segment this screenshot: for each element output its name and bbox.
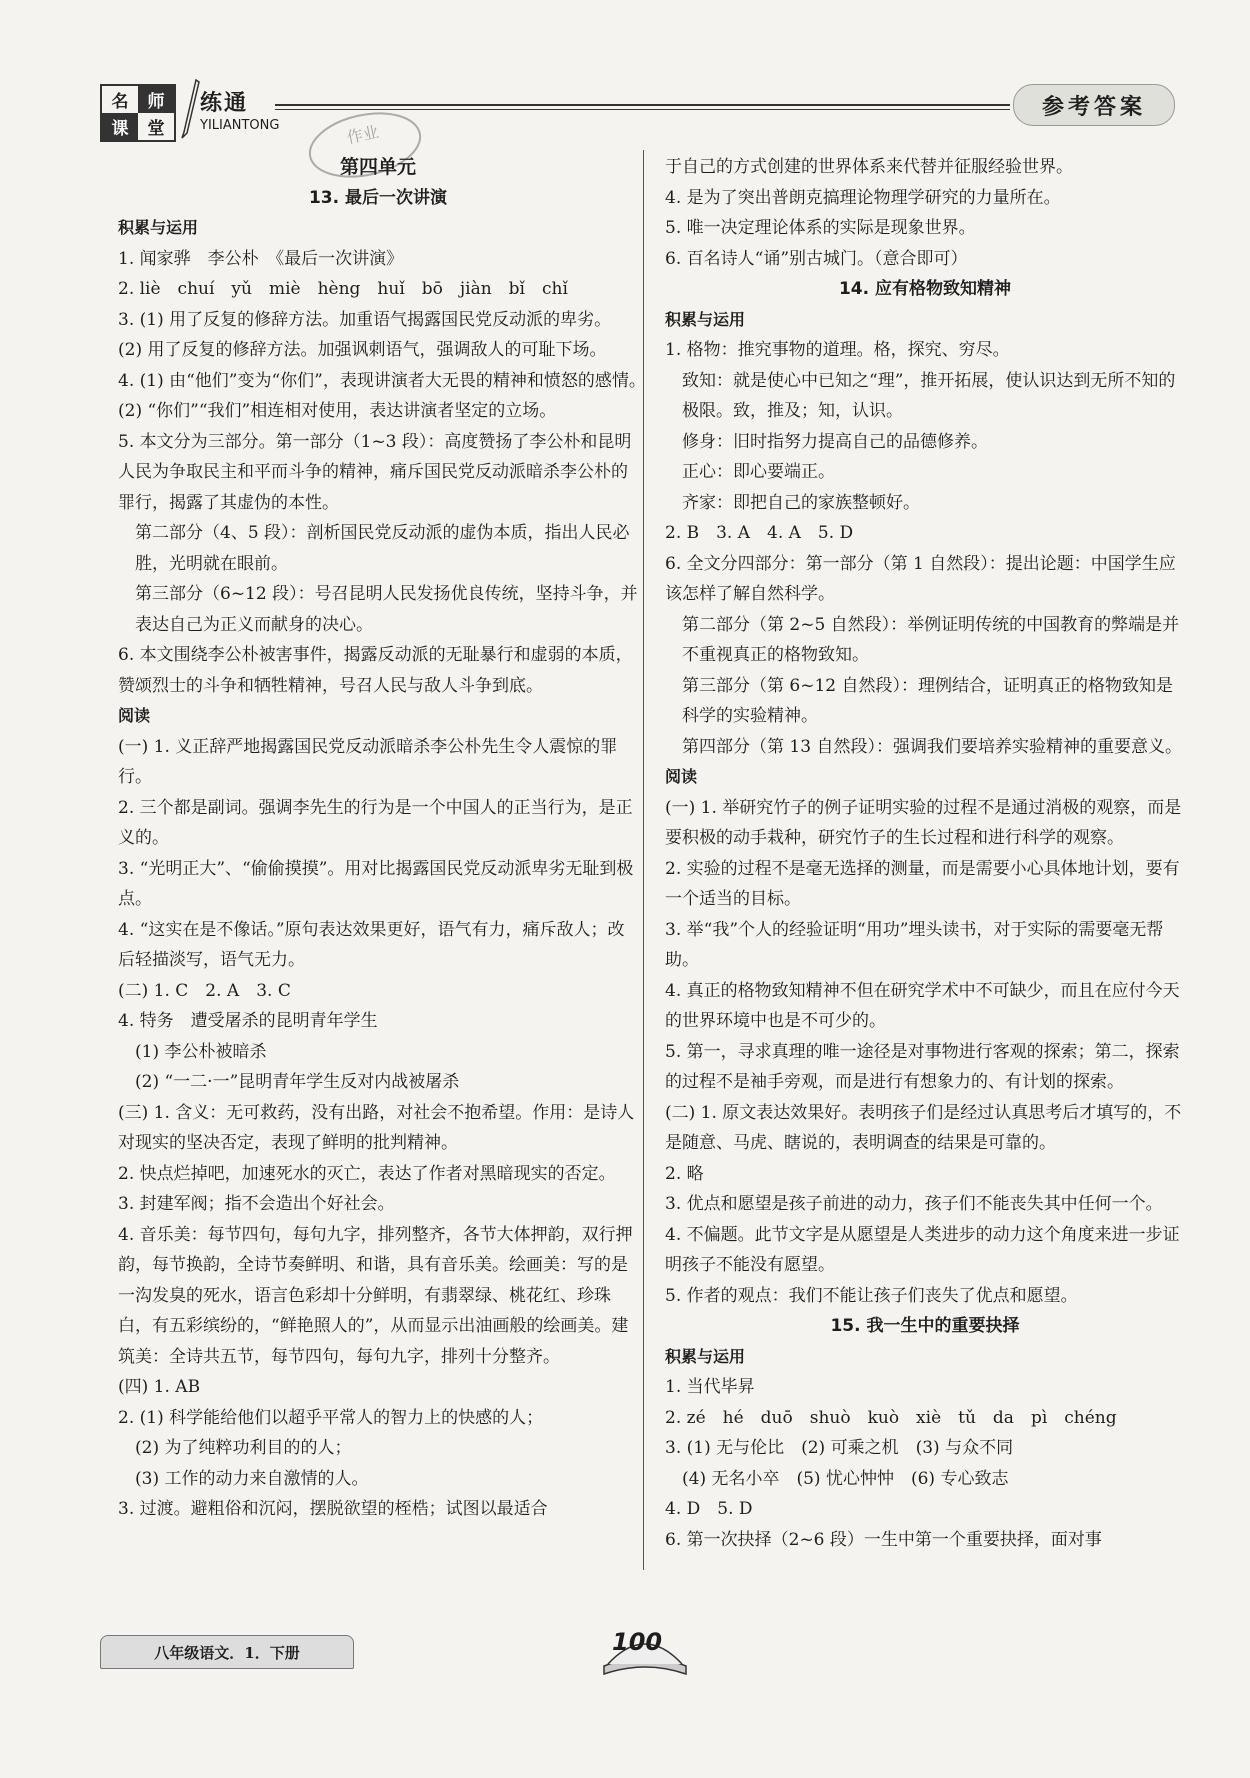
answer-line: 4. 真正的格物致知精神不但在研究学术中不可缺少，而且在应付今天的世界环境中也是不可少的。 xyxy=(665,980,1180,1031)
answer-line: 2. (1) 科学能给他们以超乎平常人的智力上的快感的人； xyxy=(118,1407,544,1428)
logo-char: 课 xyxy=(102,113,138,140)
answer-line: 6. 本文围绕李公朴被害事件，揭露反动派的无耻暴行和虚弱的本质，赞颂烈士的斗争和牺牲精神，号召人民与敌人斗争到底。 xyxy=(118,645,633,696)
answer-line: 齐家：即把自己的家族整顿好。 xyxy=(682,492,920,513)
answer-line: (四) 1. AB xyxy=(118,1377,201,1397)
answer-line: 3. “光明正大”、“偷偷摸摸”。用对比揭露国民党反动派卑劣无耻到极点。 xyxy=(118,858,634,909)
answer-line: 4. 特务 遭受屠杀的昆明青年学生 xyxy=(118,1011,378,1031)
answer-line: 6. 全文分四部分：第一部分（第 1 自然段）：提出论题：中国学生应该怎样了解自然科学。 xyxy=(665,553,1176,604)
answer-line: (1) 李公朴被暗杀 xyxy=(135,1041,267,1062)
answer-line: 4. (1) 由“他们”变为“你们”，表现讲演者大无畏的精神和愤怒的感情。 (2) “你们”“我们”相连相对使用，表达讲演者坚定的立场。 xyxy=(118,370,655,421)
answer-line: 2. liè chuí yǔ miè hèng huǐ bō jiàn bǐ chǐ xyxy=(118,279,568,299)
answer-line: 2. 略 xyxy=(665,1163,704,1184)
header-rule xyxy=(275,104,1010,106)
answer-line: 第二部分（第 2~5 自然段）：举例证明传统的中国教育的弊端是并不重视真正的格物致知。 xyxy=(682,614,1180,665)
answer-line: 第三部分（6~12 段）：号召昆明人民发扬优良传统，坚持斗争，并表达自己为正义而献身的决心。 xyxy=(135,584,638,635)
logo-char: 师 xyxy=(138,86,174,113)
answer-line: 5. 作者的观点：我们不能让孩子们丧失了优点和愿望。 xyxy=(665,1285,1078,1306)
answer-line: 6. 第一次抉择（2~6 段）一生中第一个重要抉择，面对事 xyxy=(665,1529,1102,1550)
brand-name: 练通 xyxy=(200,91,249,116)
answer-line: 1. 闻家骅 李公朴 《最后一次讲演》 xyxy=(118,248,404,269)
lesson-title: 15. 我一生中的重要抉择 xyxy=(830,1316,1020,1336)
pen-icon xyxy=(178,78,200,140)
answer-line: 修身：旧时指努力提高自己的品德修养。 xyxy=(682,431,988,452)
answer-line: 4. 音乐美：每节四句，每句九字，排列整齐，各节大体押韵，双行押韵，每节换韵，全诗节奏鲜明、和谐，具有音乐美。绘画美：写的是一沟发臭的死水，语言色彩却十分鲜明，有翡翠绿、桃花红、珍珠白，有五彩缤纷的，“鲜艳照人的”，从而显示出油画般的绘画美。建筑美：全诗共五节，每节四句，每句九字，排列十分整齐。 xyxy=(118,1224,633,1367)
column-divider xyxy=(643,150,644,1570)
answer-line: 3. 过渡。避粗俗和沉闷，摆脱欲望的桎梏；试图以最适合 xyxy=(118,1499,548,1519)
answer-line: 3. (1) 用了反复的修辞方法。加重语气揭露国民党反动派的卑劣。 (2) 用了反复的修辞方法。加强讽刺语气，强调敌人的可耻下场。 xyxy=(118,309,620,360)
answer-line: (2) 为了纯粹功利目的的人； xyxy=(135,1438,352,1458)
lesson-title: 13. 最后一次讲演 xyxy=(308,187,448,208)
answer-line: 2. 实验的过程不是毫无选择的测量，而是需要小心具体地计划，要有一个适当的目标。 xyxy=(665,858,1180,909)
section-heading: 积累与运用 xyxy=(665,309,746,329)
answer-line: 1. 当代毕昇 xyxy=(665,1377,755,1397)
logo-char: 堂 xyxy=(147,119,165,139)
answer-line: 5. 第一，寻求真理的唯一途径是对事物进行客观的探索；第二，探索的过程不是袖手旁观，而是进行有想象力的、有计划的探索。 xyxy=(665,1041,1180,1092)
answer-line: 2. zé hé duō shuò kuò xiè tǔ da pì chéng xyxy=(665,1407,1117,1428)
unit-title: 第四单元 xyxy=(339,156,416,178)
answer-line: 致知：就是使心中已知之“理”，推开拓展，使认识达到无所不知的极限。致，推及；知，认识。 xyxy=(682,370,1176,421)
logo xyxy=(100,84,176,142)
answer-line: (3) 工作的动力来自激情的人。 xyxy=(135,1468,369,1489)
page-header xyxy=(100,78,1175,148)
page-number: 100 xyxy=(612,1628,663,1656)
answer-line: 1. 格物：推究事物的道理。格，探究、穷尽。 xyxy=(665,340,1010,360)
answer-line: (一) 1. 义正辞严地揭露国民党反动派暗杀李公朴先生令人震惊的罪行。 xyxy=(118,736,618,787)
answer-line: 3. 封建军阀；指不会造出个好社会。 xyxy=(118,1194,395,1214)
answer-key-label: 参考答案 xyxy=(1013,84,1175,126)
answer-line: 4. “这实在是不像话。”原句表达效果更好，语气有力，痛斥敌人；改后轻描淡写，语气无力。 xyxy=(118,919,625,970)
answer-line: (一) 1. 举研究竹子的例子证明实验的过程不是通过消极的观察，而是要积极的动手栽种，研究竹子的生长过程和进行科学的观察。 xyxy=(665,797,1182,848)
right-column xyxy=(665,152,1185,1555)
section-heading: 积累与运用 xyxy=(118,218,199,237)
left-column xyxy=(118,152,655,1525)
answer-line: 4. 不偏题。此节文字是从愿望是人类进步的动力这个角度来进一步证明孩子不能没有愿望。 xyxy=(665,1224,1180,1275)
answer-line: 4. 是为了突出普朗克搞理论物理学研究的力量所在。 xyxy=(665,187,1061,208)
section-heading: 积累与运用 xyxy=(665,1346,746,1366)
answer-line: 第二部分（4、5 段）：剖析国民党反动派的虚伪本质，指出人民必胜，光明就在眼前。 xyxy=(135,523,630,574)
answer-line: 第四部分（第 13 自然段）：强调我们要培养实验精神的重要意义。 xyxy=(682,736,1182,757)
answer-line: 3. 举“我”个人的经验证明“用功”埋头读书，对于实际的需要毫无帮助。 xyxy=(665,919,1164,970)
section-heading: 阅读 xyxy=(665,767,698,786)
answer-line: (4) 无名小卒 (5) 忧心忡忡 (6) 专心致志 xyxy=(682,1468,1009,1489)
answer-line: (二) 1. C 2. A 3. C xyxy=(118,980,291,1001)
answer-line: 正心：即心要端正。 xyxy=(682,462,835,482)
answer-line: 于自己的方式创建的世界体系来代替并征服经验世界。 xyxy=(665,157,1073,177)
answer-line: 2. 三个都是副词。强调李先生的行为是一个中国人的正当行为，是正义的。 xyxy=(118,797,633,848)
answer-line: (2) “一二·一”昆明青年学生反对内战被屠杀 xyxy=(135,1072,460,1092)
answer-line: (二) 1. 原文表达效果好。表明孩子们是经过认真思考后才填写的，不是随意、马虎、瞎说的，表明调查的结果是可靠的。 xyxy=(665,1102,1182,1153)
answer-line: 2. 快点烂掉吧，加速死水的灭亡，表达了作者对黑暗现实的否定。 xyxy=(118,1163,616,1184)
answer-line: 2. B 3. A 4. A 5. D xyxy=(665,523,854,543)
answer-line: 6. 百名诗人“诵”别古城门。（意合即可） xyxy=(665,248,968,269)
answer-line: 5. 唯一决定理论体系的实际是现象世界。 xyxy=(665,218,976,238)
logo-char: 名 xyxy=(111,92,129,112)
stamp-text: 作业 xyxy=(345,122,381,148)
answer-line: 4. D 5. D xyxy=(665,1499,753,1519)
answer-line: (三) 1. 含义：无可救药，没有出路，对社会不抱希望。作用：是诗人对现实的坚决否定，表现了鲜明的批判精神。 xyxy=(118,1102,635,1153)
answer-line: 3. 优点和愿望是孩子前进的动力，孩子们不能丧失其中任何一个。 xyxy=(665,1194,1163,1214)
answer-line: 5. 本文分为三部分。第一部分（1~3 段）：高度赞扬了李公朴和昆明人民为争取民主和平而斗争的精神，痛斥国民党反动派暗杀李公朴的罪行，揭露了其虚伪的本性。 xyxy=(118,431,632,513)
section-heading: 阅读 xyxy=(118,706,151,725)
answer-line: 第三部分（第 6~12 自然段）：理例结合，证明真正的格物致知是科学的实验精神。 xyxy=(682,675,1173,726)
grade-label: 八年级语文．1．下册 xyxy=(100,1635,354,1669)
lesson-title: 14. 应有格物致知精神 xyxy=(838,279,1012,299)
brand-subtitle: YILIANTONG xyxy=(200,118,280,133)
answer-line: 3. (1) 无与伦比 (2) 可乘之机 (3) 与众不同 xyxy=(665,1438,1014,1458)
